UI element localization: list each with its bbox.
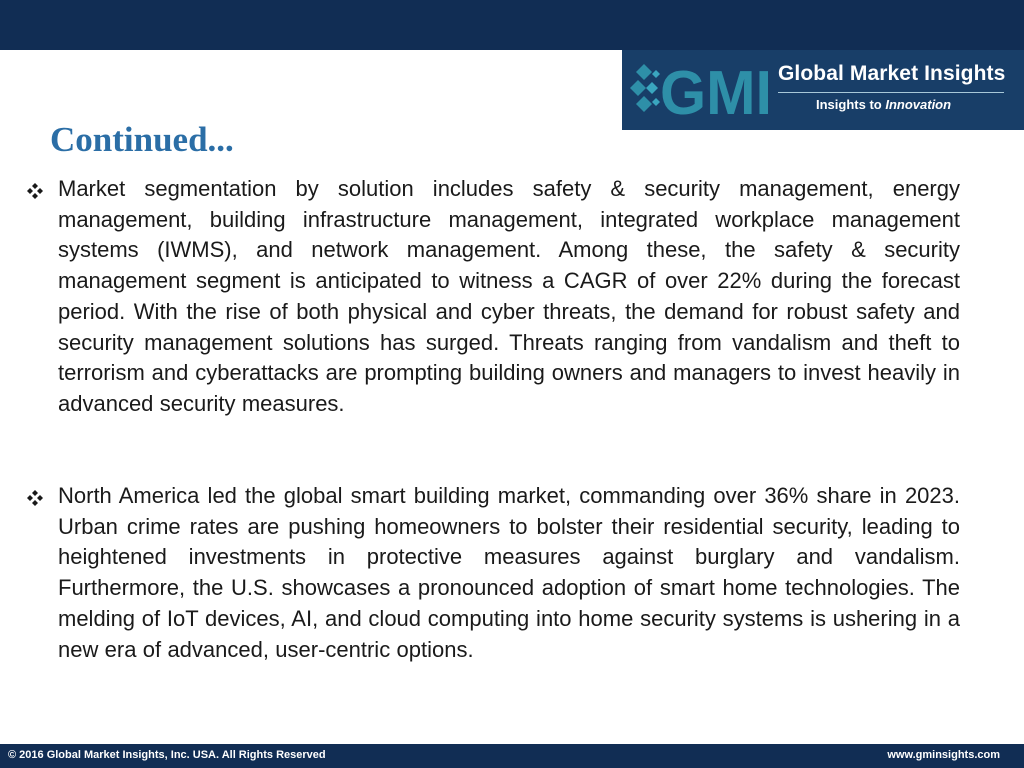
slide-heading: Continued... (50, 120, 234, 159)
logo-tagline (816, 97, 951, 112)
logo-company-name: Global Market Insights (778, 62, 1006, 85)
diamond-bullet-icon (26, 489, 44, 507)
company-logo (622, 50, 1024, 130)
bullet-item (26, 481, 960, 665)
top-banner (0, 0, 1024, 50)
footer-website-link[interactable]: www.gminsights.com (887, 749, 1000, 761)
bullet-item (26, 174, 960, 420)
bullet-text: North America led the global smart building market, commanding over 36% share in 2023. Urban crime rates are pushing homeowners to bolster their residential security, leading to heightened investments in protective measures against burglary and vandalism. Furthermore, the U.S. showcases a pronounced adoption of smart home technologies. The melding of IoT devices, AI, and cloud computing into home security systems is ushering in a new era of advanced, user-centric options. (58, 483, 960, 662)
logo-tagline-prefix: Insights to (816, 97, 886, 112)
diamond-bullet-icon (26, 182, 44, 200)
bullet-text: Market segmentation by solution includes safety & security management, energy management, building infrastructure management, integrated workplace management systems (IWMS), and network management. Among these, the safety & security management segment is anticipated to witness a CAGR of over 22% during the forecast period. With the rise of both physical and cyber threats, the demand for robust safety and security management solutions has surged. Threats ranging from vandalism and theft to terrorism and cyberattacks are prompting building owners and managers to invest heavily in advanced security measures. (58, 176, 960, 416)
logo-tagline-emphasis: Innovation (885, 97, 952, 112)
logo-divider (778, 92, 1004, 93)
footer-copyright: © 2016 Global Market Insights, Inc. USA. All Rights Reserved (8, 749, 326, 761)
footer-bar (0, 744, 1024, 768)
logo-letters: GMI (660, 59, 772, 122)
gmi-logo-mark (630, 58, 776, 122)
logo-diamonds-icon (630, 64, 660, 112)
